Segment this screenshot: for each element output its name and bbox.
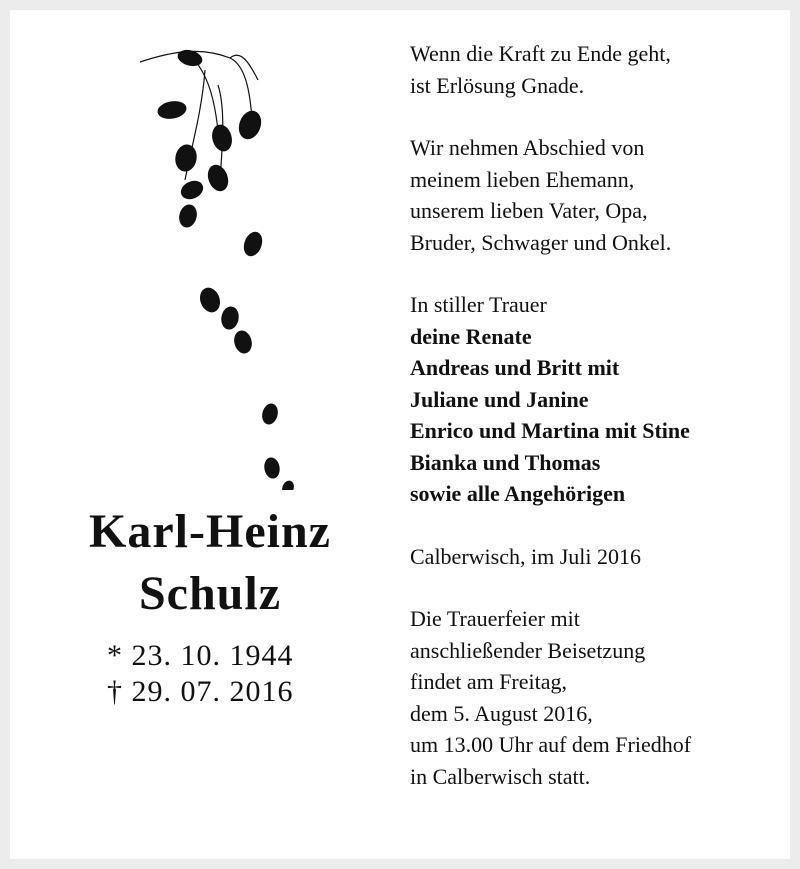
verse-line: ist Erlösung Gnade. — [410, 72, 585, 98]
birch-branch-leaves-icon — [130, 30, 300, 490]
funeral-line: Die Trauerfeier mit — [410, 606, 580, 631]
birth-date: * 23. 10. 1944 — [107, 639, 294, 672]
farewell-line: Bruder, Schwager und Onkel. — [410, 229, 672, 255]
mourner-name: deine Renate — [410, 323, 532, 349]
mourner-name: Andreas und Britt mit — [410, 355, 620, 380]
mourners-intro: In stiller Trauer — [410, 292, 547, 317]
death-date: † 29. 07. 2016 — [107, 675, 294, 708]
mourner-name: Juliane und Janine — [410, 386, 589, 412]
life-dates — [107, 638, 367, 710]
funeral-line: in Calberwisch statt. — [410, 763, 591, 789]
place-date: Calberwisch, im Juli 2016 — [410, 543, 641, 569]
farewell-line: unserem lieben Vater, Opa, — [410, 198, 648, 223]
farewell-line: Wir nehmen Abschied von — [410, 135, 645, 160]
funeral-line: um 13.00 Uhr auf dem Friedhof — [410, 732, 692, 757]
mourner-name: Enrico und Martina mit Stine — [410, 418, 690, 443]
farewell-line: meinem lieben Ehemann, — [410, 166, 635, 192]
mourner-name: sowie alle Angehörigen — [410, 481, 626, 506]
obituary-card — [10, 10, 790, 859]
deceased-first-name: Karl-Heinz — [89, 505, 331, 558]
deceased-last-name: Schulz — [138, 567, 282, 620]
funeral-line: findet am Freitag, — [410, 669, 568, 694]
funeral-line: anschließender Beisetzung — [410, 637, 646, 663]
obituary-text — [410, 38, 780, 792]
mourner-name: Bianka und Thomas — [410, 449, 601, 475]
funeral-line: dem 5. August 2016, — [410, 700, 593, 726]
verse-line: Wenn die Kraft zu Ende geht, — [410, 41, 671, 66]
